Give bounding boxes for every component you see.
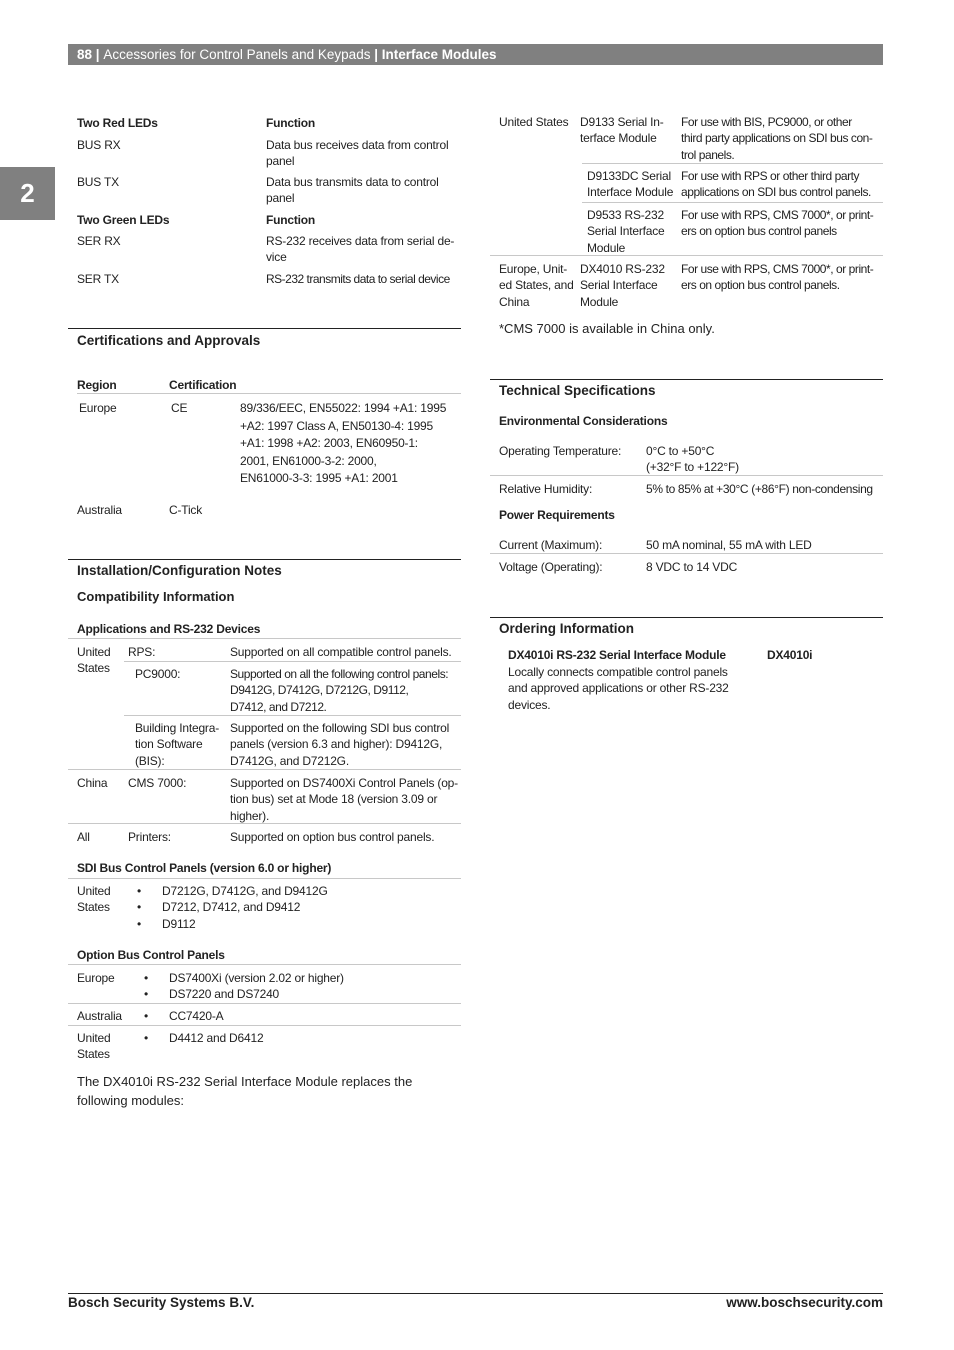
certifications-title: Certifications and Approvals <box>77 333 261 348</box>
cert-mark: C-Tick <box>169 503 203 517</box>
table-rule <box>68 823 461 824</box>
table-rule <box>490 255 883 256</box>
spec-label: Current (Maximum): <box>499 538 603 552</box>
table-rule <box>582 163 883 164</box>
apps-region: All <box>77 830 90 844</box>
list-item: D4412 and D6412 <box>169 1031 264 1045</box>
led-function-heading: Function <box>266 116 316 130</box>
cert-certification-heading: Certification <box>169 378 237 392</box>
spec-label: Operating Temperature: <box>499 444 622 458</box>
apps-desc: Supported on option bus control panels. <box>230 830 435 844</box>
module-name: D9133DC Serial Interface Module <box>587 169 674 200</box>
power-heading: Power Requirements <box>499 508 615 522</box>
apps-device: CMS 7000: <box>128 776 187 790</box>
apps-device: Building Integra- tion Software (BIS): <box>135 721 219 768</box>
table-rule <box>68 1003 461 1004</box>
header-separator: | <box>92 47 104 62</box>
apps-heading: Applications and RS-232 Devices <box>77 622 261 636</box>
product-description: Locally connects compatible control panels and approved applications or other RS-232 devices. <box>508 665 729 712</box>
led-function: RS-232 receives data from serial de- vice <box>266 234 455 265</box>
spec-value: 50 mA nominal, 55 mA with LED <box>646 538 812 552</box>
module-region: United States <box>499 115 569 129</box>
table-rule <box>68 769 461 770</box>
installation-title: Installation/Configuration Notes <box>77 563 282 578</box>
bullet: • <box>144 987 149 1002</box>
compatibility-title: Compatibility Information <box>77 589 235 604</box>
option-bullets <box>144 970 148 1003</box>
module-name: DX4010 RS-232 Serial Interface Module <box>580 262 665 309</box>
bullet: • <box>144 1009 149 1023</box>
apps-desc: Supported on the following SDI bus control panels (version 6.3 and higher): D9412G, D7412G, and D7212G. <box>230 721 450 768</box>
table-rule <box>490 553 883 554</box>
footer-website[interactable]: www.boschsecurity.com <box>726 1295 883 1310</box>
table-rule <box>77 393 461 394</box>
list-item: D7212G, D7412G, and D9412G <box>162 884 328 898</box>
module-use: For use with RPS, CMS 7000*, or print- ers on option bus control panels <box>681 208 874 239</box>
table-rule <box>68 1025 461 1026</box>
bullet: • <box>137 900 142 915</box>
module-region: Europe, Unit- ed States, and China <box>499 262 574 309</box>
module-use: For use with BIS, PC9000, or other third party applications on SDI bus con- trol panels. <box>681 115 873 162</box>
led-function: RS-232 transmits data to serial device <box>266 272 450 286</box>
led-name: SER TX <box>77 272 119 286</box>
module-name: D9533 RS-232 Serial Interface Module <box>587 208 665 255</box>
sdi-bullets <box>137 883 141 932</box>
section-divider <box>68 559 461 560</box>
apps-desc: Supported on all the following control panels: D9412G, D7412G, D7212G, D9112, D7412, and D7212. <box>230 667 449 714</box>
header-separator-2: | <box>370 47 382 62</box>
bullet: • <box>144 1031 149 1045</box>
apps-desc: Supported on DS7400Xi Control Panels (op- tion bus) set at Mode 18 (version 3.09 or higher). <box>230 776 458 823</box>
bullet: • <box>137 884 142 898</box>
cert-region-heading: Region <box>77 378 117 392</box>
list-item: CC7420-A <box>169 1009 224 1023</box>
table-rule <box>124 715 461 716</box>
section-divider <box>490 379 883 380</box>
sdi-region: United States <box>77 884 111 915</box>
spec-label: Voltage (Operating): <box>499 560 603 574</box>
list-item: DS7220 and DS7240 <box>169 987 280 1002</box>
table-rule <box>68 878 461 879</box>
list-item: DS7400Xi (version 2.02 or higher) <box>169 971 344 985</box>
apps-device: RPS: <box>128 645 156 659</box>
option-region: Europe <box>77 971 115 985</box>
spec-value: 8 VDC to 14 VDC <box>646 560 738 574</box>
section-divider <box>490 617 883 618</box>
spec-value: 5% to 85% at +30°C (+86°F) non-condensing <box>646 482 873 496</box>
spec-value: 0°C to +50°C (+32°F to +122°F) <box>646 444 739 475</box>
list-item: D9112 <box>162 916 196 931</box>
table-rule <box>124 661 461 662</box>
table-rule <box>68 964 461 965</box>
footnote: *CMS 7000 is available in China only. <box>499 321 715 336</box>
option-heading: Option Bus Control Panels <box>77 948 225 962</box>
module-use: For use with RPS or other third party applications on SDI bus control panels. <box>681 169 871 200</box>
cert-region: Europe <box>79 401 117 415</box>
page-header <box>68 44 883 65</box>
bullet: • <box>137 916 142 931</box>
led-function: Data bus transmits data to control panel <box>266 175 439 206</box>
tech-specs-title: Technical Specifications <box>499 383 656 398</box>
header-section: Accessories for Control Panels and Keypads <box>103 47 371 62</box>
spec-label: Relative Humidity: <box>499 482 593 496</box>
cert-detail: 89/336/EEC, EN55022: 1994 +A1: 1995 +A2: 1997 Class A, EN50130-4: 1995 +A1: 1998 +A2: 2003, EN60950-1: 2001, EN61000-3-2: 2000, EN61000-3-3: 1995 +A1: 2001 <box>240 401 447 486</box>
sdi-heading: SDI Bus Control Panels (version 6.0 or higher) <box>77 861 332 875</box>
replaces-paragraph: The DX4010i RS-232 Serial Interface Module replaces the following modules: <box>77 1074 413 1108</box>
product-code: DX4010i <box>767 648 813 662</box>
led-red-heading: Two Red LEDs <box>77 116 158 130</box>
apps-desc: Supported on all compatible control panels. <box>230 645 452 659</box>
cert-region: Australia <box>77 503 122 517</box>
module-use: For use with RPS, CMS 7000*, or print- ers on option bus control panels. <box>681 262 874 293</box>
apps-device: PC9000: <box>135 667 181 681</box>
footer-company: Bosch Security Systems B.V. <box>68 1295 255 1310</box>
led-name: BUS TX <box>77 175 119 189</box>
option-region: Australia <box>77 1009 122 1023</box>
footer-divider <box>68 1293 883 1294</box>
product-name: DX4010i RS-232 Serial Interface Module <box>508 648 726 662</box>
page-number: 88 <box>77 47 93 62</box>
chapter-tab: 2 <box>0 167 55 220</box>
module-name: D9133 Serial In- terface Module <box>580 115 664 146</box>
bullet: • <box>144 971 149 985</box>
apps-region: China <box>77 776 108 790</box>
table-rule <box>68 638 461 639</box>
list-item: D7212, D7412, and D9412 <box>162 900 301 915</box>
apps-device: Printers: <box>128 830 171 844</box>
option-list <box>169 970 344 1003</box>
sdi-list <box>162 883 328 932</box>
led-function-heading: Function <box>266 213 316 227</box>
table-rule <box>490 475 883 476</box>
option-region: United States <box>77 1031 111 1062</box>
led-name: BUS RX <box>77 138 121 152</box>
led-function: Data bus receives data from control panel <box>266 138 449 169</box>
table-rule <box>582 202 883 203</box>
env-heading: Environmental Considerations <box>499 414 668 428</box>
header-subsection: Interface Modules <box>381 47 497 62</box>
apps-region: United States <box>77 645 111 676</box>
led-name: SER RX <box>77 234 121 248</box>
section-divider <box>68 328 461 329</box>
led-green-heading: Two Green LEDs <box>77 213 170 227</box>
ordering-title: Ordering Information <box>499 621 634 636</box>
cert-mark: CE <box>171 401 188 415</box>
